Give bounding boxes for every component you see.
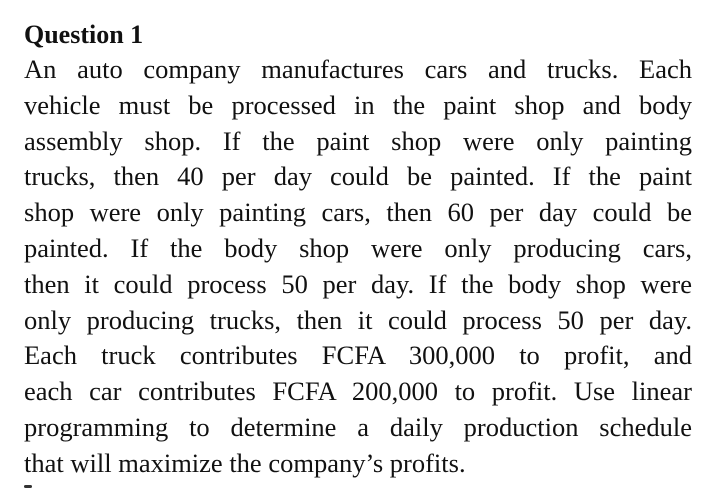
body-line: shop were only painting cars, then 60 per day could be xyxy=(24,197,692,228)
cut-off-text-fragment xyxy=(24,482,144,488)
body-line: An auto company manufactures cars and trucks. Each xyxy=(24,54,692,84)
body-line: vehicle must be processed in the paint shop and body xyxy=(24,89,692,120)
body-line: trucks, then 40 per day could be painted. If the paint xyxy=(24,161,692,192)
body-line: that will maximize the company’s profits. xyxy=(24,447,466,478)
body-line: each car contributes FCFA 200,000 to profit. Use linear xyxy=(24,376,692,407)
body-line: painted. If the body shop were only producing cars, xyxy=(24,232,692,263)
body-line: programming to determine a daily production schedule xyxy=(24,411,692,442)
body-line: then it could process 50 per day. If the body shop were xyxy=(24,268,692,299)
body-line: only producing trucks, then it could process 50 per day. xyxy=(24,304,692,335)
question-body xyxy=(24,52,692,482)
question-block xyxy=(24,18,692,482)
question-title: Question 1 xyxy=(24,20,144,49)
body-line: Each truck contributes FCFA 300,000 to profit, and xyxy=(24,340,692,371)
body-line: assembly shop. If the paint shop were only painting xyxy=(24,125,692,156)
